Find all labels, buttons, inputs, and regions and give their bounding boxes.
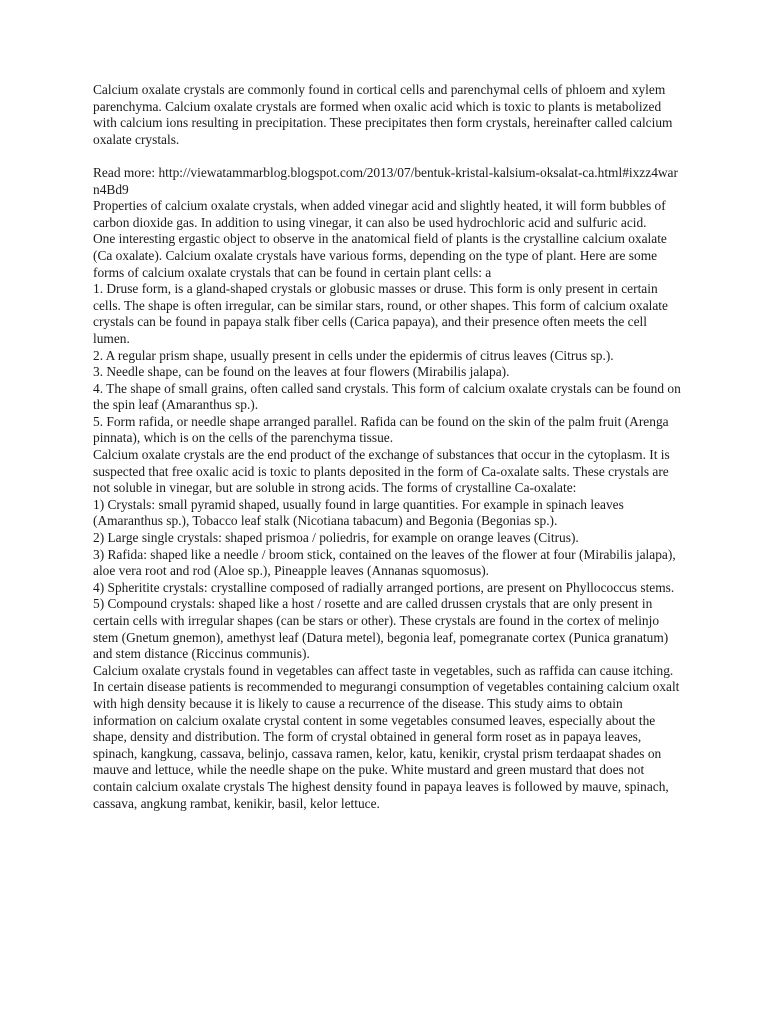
list-item-crystals: 1) Crystals: small pyramid shaped, usually found in large quantities. For example in spinach leaves (Amaranthus sp.), Tobacco leaf stalk (Nicotiana tabacum) and Begonia (Begonias sp.).	[93, 496, 624, 529]
paragraph-end-product: Calcium oxalate crystals are the end product of the exchange of substances that occur in the cytoplasm. It is suspected that free oxalic acid is toxic to plants deposited in the form of Ca-oxalate salts. These crystals are not soluble in vinegar, but are soluble in strong acids. The forms of crystalline Ca-oxalate:	[93, 447, 670, 496]
list-item-rafida-2: 3) Rafida: shaped like a needle / broom stick, contained on the leaves of the flower at four (Mirabilis jalapa), aloe vera root and rod (Aloe sp.), Pineapple leaves (Annanas squomosus).	[93, 546, 676, 579]
list-item-spheritite: 4) Spheritite crystals: crystalline composed of radially arranged portions, are present on Phyllococcus stems.	[93, 579, 675, 595]
document-page	[93, 82, 683, 812]
paragraph-vegetables: Calcium oxalate crystals found in vegetables can affect taste in vegetables, such as raffida can cause itching. In certain disease patients is recommended to megurangi consumption of vegetables containing calcium oxalt with high density because it is likely to cause a recurrence of the disease. This study aims to obtain information on calcium oxalate crystal content in some vegetables consumed leaves, especially about the shape, density and distribution. The form of crystal obtained in general form roset as in papaya leaves, spinach, kangkung, cassava, belinjo, cassava ramen, kelor, katu, kenikir, crystal prism terdaapat shades on mauve and lettuce, while the needle shape on the puke. White mustard and green mustard that does not contain calcium oxalate crystals The highest density found in papaya leaves is followed by mauve, spinach, cassava, angkung rambat, kenikir, basil, kelor lettuce.	[93, 662, 680, 811]
intro-paragraph: Calcium oxalate crystals are commonly found in cortical cells and parenchymal cells of phloem and xylem parenchyma. Calcium oxalate crystals are formed when oxalic acid which is toxic to plants is metabolized with calcium ions resulting in precipitation. These precipitates then form crystals, hereinafter called calcium oxalate crystals.	[93, 82, 673, 147]
paragraph-ergastic: One interesting ergastic object to observe in the anatomical field of plants is the crystalline calcium oxalate (Ca oxalate). Calcium oxalate crystals have various forms, depending on the type of plant. Here are some forms of calcium oxalate crystals that can be found in certain plant cells: a	[93, 231, 667, 280]
list-item-large-single: 2) Large single crystals: shaped prismoa / poliedris, for example on orange leaves (Citrus).	[93, 530, 579, 546]
paragraph-properties: Properties of calcium oxalate crystals, when added vinegar acid and slightly heated, it will form bubbles of carbon dioxide gas. In addition to using vinegar, it can also be used hydrochloric acid and sulfuric acid.	[93, 198, 666, 230]
list-item-needle: 3. Needle shape, can be found on the leaves at four flowers (Mirabilis jalapa).	[93, 364, 510, 380]
list-item-druse: 1. Druse form, is a gland-shaped crystals or globusic masses or druse. This form is only present in certain cells. The shape is often irregular, can be similar stars, round, or other shapes. This form of calcium oxalate crystals can be found in papaya stalk fiber cells (Carica papaya), and their presence often meets the cell lumen.	[93, 281, 668, 346]
list-item-sand: 4. The shape of small grains, often called sand crystals. This form of calcium oxalate crystals can be found on the spin leaf (Amaranthus sp.).	[93, 380, 681, 413]
paragraph-gap	[93, 148, 683, 165]
read-more-link[interactable]: Read more: http://viewatammarblog.blogspot.com/2013/07/bentuk-kristal-kalsium-oksalat-ca.html#ixzz4warn4Bd9	[93, 164, 678, 197]
list-item-prism: 2. A regular prism shape, usually present in cells under the epidermis of citrus leaves (Citrus sp.).	[93, 347, 614, 363]
list-item-compound: 5) Compound crystals: shaped like a host / rosette and are called drussen crystals that are only present in certain cells with irregular shapes (can be stars or other). These crystals are found in the cortex of melinjo stem (Gnetum gnemon), amethyst leaf (Datura metel), begonia leaf, pomegranate cortex (Punica granatum) and stem distance (Riccinus communis).	[93, 596, 669, 662]
list-item-rafida: 5. Form rafida, or needle shape arranged parallel. Rafida can be found on the skin of the palm fruit (Arenga pinnata), which is on the cells of the parenchyma tissue.	[93, 413, 669, 446]
